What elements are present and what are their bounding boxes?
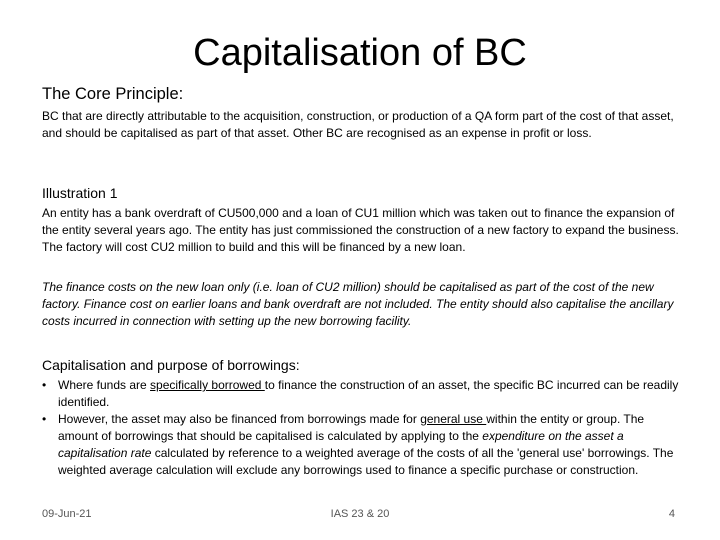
bullet-text: calculated by reference to a weighted average of the costs of all the 'general use' borrowings. The weighted average calculation will exclude any borrowings used to finance a specific purchase or construction. xyxy=(58,446,674,477)
footer-date: 09-Jun-21 xyxy=(42,508,92,520)
capitalisation-heading: Capitalisation and purpose of borrowings: xyxy=(42,357,300,373)
bullet-text: Where funds are xyxy=(58,378,151,392)
illustration-heading: Illustration 1 xyxy=(42,185,118,201)
italic-term: a capitalisation rate xyxy=(58,429,624,460)
italic-term: expenditure on the asset xyxy=(482,429,614,443)
illustration-answer: The finance costs on the new loan only (i.e. loan of CU2 million) should be capitalised as part of the cost of the new factory. Finance cost on earlier loans and bank overdraft are not included. The entity should also capitalise the ancillary costs incurred in connection with setting up the new borrowing facility. xyxy=(42,280,674,328)
bullet-text: However, the asset may also be financed from borrowings made for xyxy=(58,412,421,426)
page-number: 4 xyxy=(668,508,675,520)
bullet-icon: • xyxy=(42,412,47,426)
illustration-text: An entity has a bank overdraft of CU500,000 and a loan of CU1 million which was taken out to finance the expansion of the entity several years ago. The entity has just commissioned the construction of a new factory to expand the business. The factory will cost CU2 million to build and this will be financed by a new loan. xyxy=(42,206,679,254)
bullet-text: to finance the construction of an asset, the specific BC incurred can be readily identified. xyxy=(58,378,679,409)
core-principle-heading: The Core Principle: xyxy=(42,85,184,103)
bullet-text: within the entity or group. The amount of borrowings that should be capitalised is calculated by applying to the xyxy=(58,412,645,443)
list-item xyxy=(42,411,682,479)
capitalisation-bullets xyxy=(42,377,682,479)
list-item xyxy=(42,377,682,411)
core-principle-text: BC that are directly attributable to the acquisition, construction, or production of a QA form part of the cost of that asset, and should be capitalised as part of that asset. Other BC are recognised as an expense in profit or loss. xyxy=(42,109,674,140)
underlined-term: general use xyxy=(420,412,487,426)
footer-center: IAS 23 & 20 xyxy=(330,508,390,520)
page-title: Capitalisation of BC xyxy=(193,32,527,74)
bullet-icon: • xyxy=(42,378,47,392)
underlined-term: specifically borrowed xyxy=(150,378,265,392)
